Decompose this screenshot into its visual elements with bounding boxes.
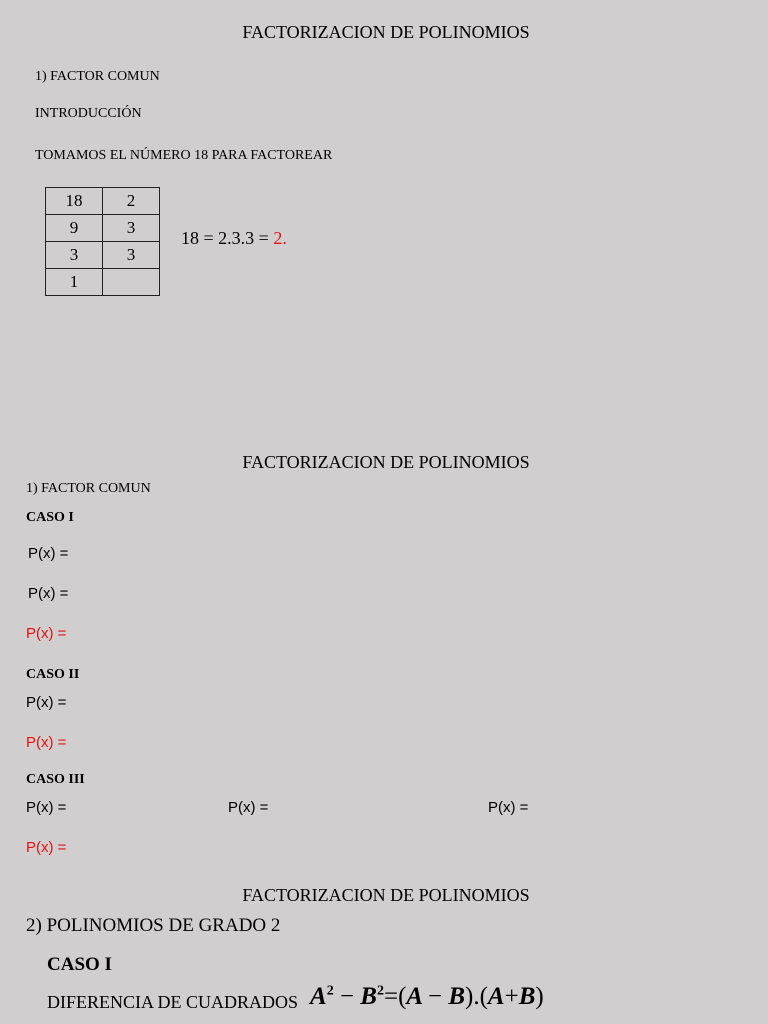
caso1-line: P(x) =: [28, 585, 69, 602]
formula-lparen: (: [398, 983, 407, 1010]
section1-subtitle: 1) FACTOR COMUN: [35, 69, 160, 84]
section2-title: FACTORIZACION DE POLINOMIOS: [242, 452, 530, 472]
difference-label: DIFERENCIA DE CUADRADOS: [47, 992, 299, 1012]
formula-equals: =: [383, 983, 399, 1010]
table-row: [46, 242, 160, 269]
caso3-line: P(x) =: [488, 799, 529, 816]
section3-title: FACTORIZACION DE POLINOMIOS: [242, 885, 530, 905]
table-cell: 1: [46, 269, 103, 296]
table-cell: 3: [103, 242, 160, 269]
formula-b: B: [448, 983, 466, 1010]
formula-b: B: [518, 983, 536, 1010]
formula-minus: −: [339, 983, 355, 1010]
difference-of-squares-formula: [310, 983, 544, 1011]
formula-exponent: 2: [376, 983, 384, 999]
formula-rparen: ): [465, 983, 474, 1010]
table-cell: 9: [46, 215, 103, 242]
formula-dot: .: [473, 983, 480, 1010]
intro-heading: INTRODUCCIÓN: [35, 106, 142, 121]
table-row: [46, 215, 160, 242]
formula-rparen: ): [535, 983, 544, 1010]
formula-b: B: [360, 983, 377, 1010]
section1-title: FACTORIZACION DE POLINOMIOS: [242, 22, 530, 42]
formula-a: A: [310, 983, 327, 1010]
formula-exponent: 2: [326, 983, 334, 999]
caso1-grado2-label: CASO I: [47, 954, 112, 975]
table-cell: 18: [46, 188, 103, 215]
caso1-label: CASO I: [26, 510, 74, 525]
table-cell: [103, 269, 160, 296]
section2-subtitle: 1) FACTOR COMUN: [26, 481, 151, 496]
caso2-line: P(x) =: [26, 694, 67, 711]
formula-a: A: [406, 983, 422, 1010]
table-cell: 2: [103, 188, 160, 215]
equation-text: 18 = 2.3.3 =: [181, 228, 274, 248]
table-cell: 3: [46, 242, 103, 269]
caso3-line: P(x) =: [228, 799, 269, 816]
caso2-label: CASO II: [26, 667, 80, 682]
caso1-line: P(x) =: [28, 545, 69, 562]
equation-highlight: 2.: [273, 228, 287, 248]
caso3-line: P(x) =: [26, 799, 67, 816]
factor-statement: TOMAMOS EL NÚMERO 18 PARA FACTOREAR: [35, 148, 333, 163]
caso2-result: P(x) =: [26, 734, 67, 751]
formula-minus: −: [427, 983, 443, 1010]
caso3-label: CASO III: [26, 772, 85, 787]
table-row: [46, 188, 160, 215]
formula-plus: +: [504, 983, 519, 1010]
formula-a: A: [487, 983, 505, 1010]
section3-subtitle: 2) POLINOMIOS DE GRADO 2: [26, 915, 281, 936]
factor-equation: [181, 228, 287, 249]
table-row: [46, 269, 160, 296]
factor-table: [45, 187, 160, 296]
caso3-result: P(x) =: [26, 839, 67, 856]
table-cell: 3: [103, 215, 160, 242]
formula-lparen: (: [479, 983, 488, 1010]
caso1-result: P(x) =: [26, 625, 67, 642]
